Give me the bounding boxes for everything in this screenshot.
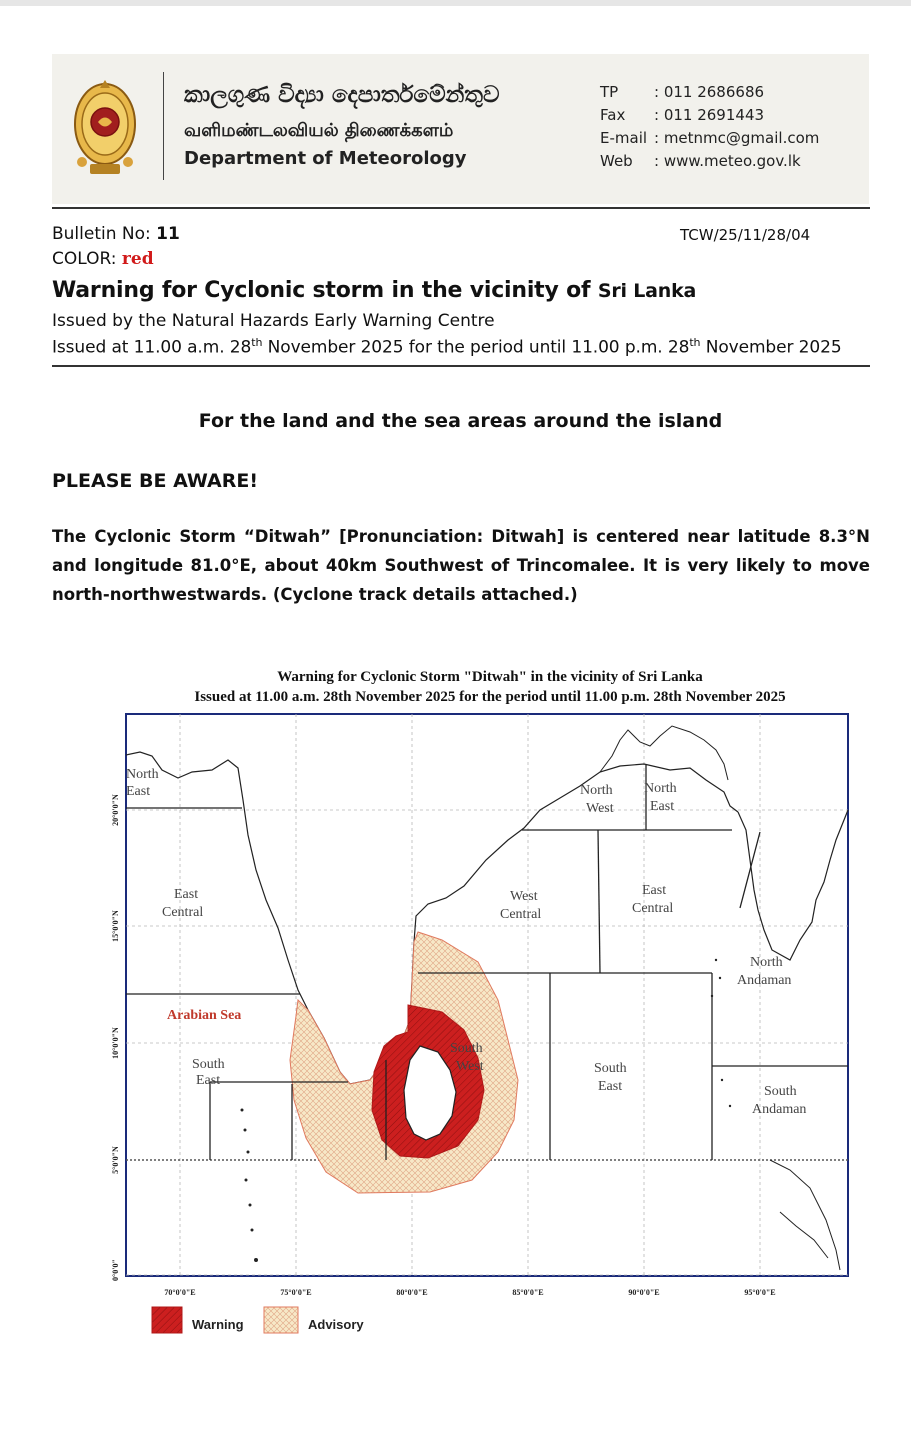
label-wc-bay-1: West	[510, 889, 538, 904]
label-sw-1: South	[450, 1041, 483, 1056]
issued-at-sup: th	[251, 336, 263, 349]
legend-warning-swatch	[152, 1307, 182, 1333]
contact-fax	[600, 104, 819, 127]
label-ne-arabian-2: East	[126, 784, 151, 799]
lat-label: 15°0'0"N	[111, 910, 120, 942]
label-arabian-sea: Arabian Sea	[167, 1008, 242, 1023]
contact-key: Fax	[600, 106, 626, 124]
legend-warning-label: Warning	[192, 1317, 244, 1332]
lon-label: 80°0'0"E	[396, 1288, 428, 1297]
label-ec-arabian-1: East	[174, 887, 199, 902]
title-rule	[52, 365, 870, 367]
cyclone-description: The Cyclonic Storm “Ditwah” [Pronunciation: Ditwah] is centered near latitude 8.3°N and longitude 81.0°E, about 40km Southwest of Trincomalee. It is very likely to move north-northwestwards. (Cyclone track details attached.)	[52, 527, 870, 604]
legend-advisory-label: Advisory	[308, 1317, 364, 1332]
color-label: COLOR:	[52, 249, 122, 269]
org-name-tamil: வளிமண்டலவியல் திணைக்களம்	[184, 120, 454, 141]
label-n-andaman-2: Andaman	[737, 973, 792, 988]
issued-at-part: November 2025	[700, 337, 842, 358]
label-n-andaman-1: North	[750, 955, 783, 970]
lon-label: 75°0'0"E	[280, 1288, 312, 1297]
label-nw-bay-2: West	[586, 801, 614, 816]
bulletin-label: Bulletin No:	[52, 224, 157, 244]
lon-label: 70°0'0"E	[164, 1288, 196, 1297]
cyclone-warning-map	[100, 660, 860, 1340]
label-se-arabian-2: East	[196, 1073, 221, 1088]
map-title-line2: Issued at 11.00 a.m. 28th November 2025 for the period until 11.00 p.m. 28th November 2025	[194, 689, 786, 705]
contact-key: E-mail	[600, 129, 648, 147]
lat-label: 20°0'0"N	[111, 794, 120, 826]
contact-value: : 011 2686686	[654, 83, 765, 101]
subheading: For the land and the sea areas around the island	[198, 410, 723, 432]
please-be-aware: PLEASE BE AWARE!	[52, 470, 259, 492]
contact-value: : www.meteo.gov.lk	[654, 152, 801, 170]
label-se-arabian-1: South	[192, 1057, 225, 1072]
legend-advisory-swatch	[264, 1307, 298, 1333]
label-ne-bay-2: East	[650, 799, 675, 814]
label-s-andaman-1: South	[764, 1084, 797, 1099]
label-se-bay-1: South	[594, 1061, 627, 1076]
label-s-andaman-2: Andaman	[752, 1102, 807, 1117]
header-rule	[52, 207, 870, 209]
issued-at-sup: th	[689, 336, 701, 349]
lat-label: 10°0'0"N	[111, 1027, 120, 1059]
contact-key: TP	[600, 83, 619, 101]
issued-at	[52, 336, 842, 358]
label-ec-bay-1: East	[642, 883, 667, 898]
org-name-english: Department of Meteorology	[184, 148, 467, 169]
letterhead	[52, 54, 869, 204]
contact-tp	[600, 81, 819, 104]
lat-label: 0°0'0"	[111, 1259, 120, 1281]
label-sw-2: West	[456, 1059, 484, 1074]
contact-value: : metnmc@gmail.com	[654, 129, 820, 147]
map-title-line1: Warning for Cyclonic Storm "Ditwah" in the vicinity of Sri Lanka	[277, 669, 703, 685]
lon-label: 90°0'0"E	[628, 1288, 660, 1297]
issued-by: Issued by the Natural Hazards Early Warning Centre	[52, 311, 495, 331]
bulletin-code: TCW/25/11/28/04	[680, 226, 811, 244]
contact-email	[600, 127, 819, 150]
label-ec-bay-2: Central	[632, 901, 674, 916]
label-se-bay-2: East	[598, 1079, 623, 1094]
label-wc-bay-2: Central	[500, 907, 542, 922]
label-ec-arabian-2: Central	[162, 905, 204, 920]
top-bar	[0, 0, 911, 6]
label-ne-bay-1: North	[644, 781, 677, 796]
lon-label: 85°0'0"E	[512, 1288, 544, 1297]
contact-details	[600, 81, 819, 173]
issued-at-part: November 2025 for the period until 11.00 p.m. 28	[262, 337, 690, 358]
contact-value: : 011 2691443	[654, 106, 765, 124]
issued-at-part: Issued at 11.00 a.m. 28	[52, 337, 252, 358]
warning-title-place: Sri Lanka	[597, 280, 697, 302]
bulletin-number	[52, 224, 180, 244]
label-ne-arabian-1: North	[126, 767, 159, 782]
warning-title	[52, 278, 696, 303]
warning-title-text: Warning for Cyclonic storm in the vicinity of	[52, 278, 598, 303]
letterhead-divider	[163, 72, 164, 180]
bulletin-value: 11	[156, 224, 180, 244]
label-nw-bay-1: North	[580, 783, 613, 798]
org-name-sinhala: කාලගුණ විද්‍යා දෙපාර්තමේන්තුව	[184, 82, 500, 108]
lat-label: 5°0'0"N	[111, 1146, 120, 1174]
sri-lanka-emblem-icon	[72, 74, 138, 178]
contact-web	[600, 150, 819, 173]
color-value: red	[121, 249, 154, 269]
bulletin-color	[52, 249, 154, 269]
contact-key: Web	[600, 152, 633, 170]
lon-label: 95°0'0"E	[744, 1288, 776, 1297]
